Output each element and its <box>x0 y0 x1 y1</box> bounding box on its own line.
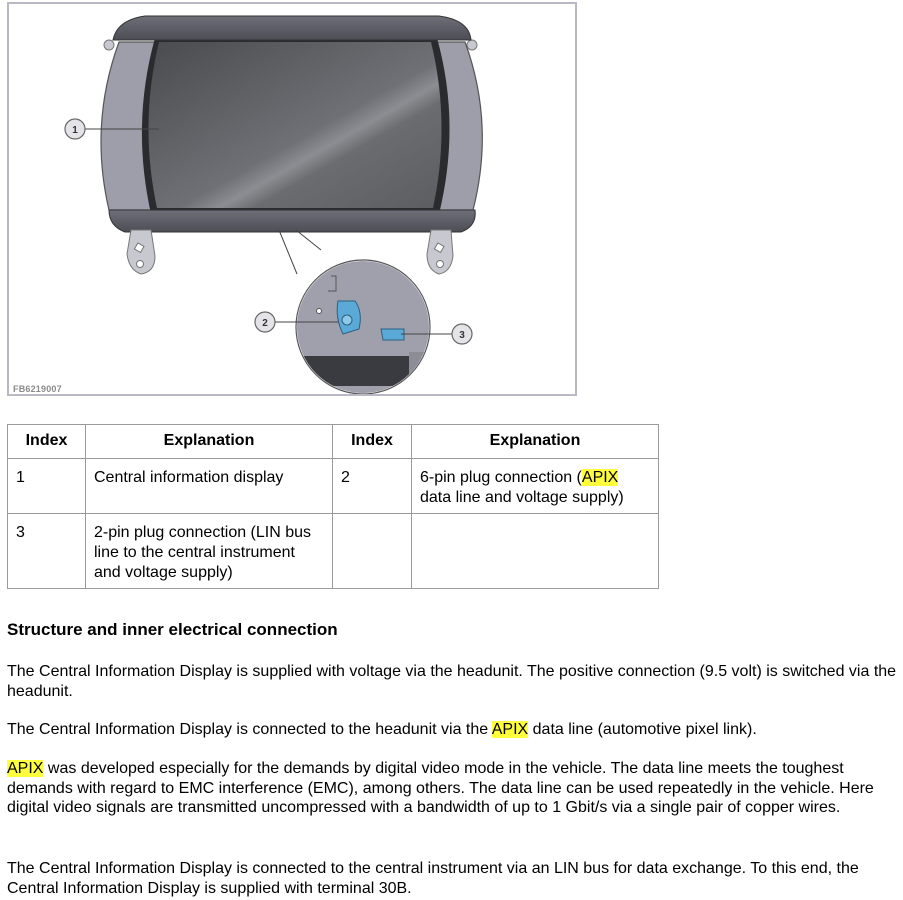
paragraph-voltage-supply: The Central Information Display is supplied with voltage via the headunit. The positive connection (9.5 volt) is switched via the headunit. <box>7 663 897 700</box>
section-heading: Structure and inner electrical connection <box>7 620 338 639</box>
svg-text:3: 3 <box>459 330 465 341</box>
table-row <box>8 514 659 589</box>
index-cell: 1 <box>8 459 86 514</box>
svg-text:2: 2 <box>262 318 268 329</box>
index-cell: 3 <box>8 514 86 589</box>
apix-highlight: APIX <box>581 469 619 486</box>
figure-code: FB6219007 <box>13 384 62 394</box>
index-cell <box>333 514 412 589</box>
column-header-explanation-b: Explanation <box>412 425 659 459</box>
column-header-index-a: Index <box>8 425 86 459</box>
callout-1-label: 1 <box>72 125 78 136</box>
text-span: was developed especially for the demands by digital video mode in the vehicle. The data line meets the toughest demands with regard to EMC interference (EMC), among others. The data line can be used repeatedly in the vehicle. Here digital video signals are transmitted uncompressed with a bandwidth of up to 1 Gbit/s via a single pair of copper wires. <box>7 760 874 816</box>
text-span: data line and voltage supply) <box>420 489 624 506</box>
cid-illustration <box>7 2 577 396</box>
central-display-drawing <box>9 4 577 396</box>
text-span: data line (automotive pixel link). <box>528 721 757 738</box>
text-span: 6-pin plug connection ( <box>420 469 582 486</box>
apix-highlight: APIX <box>491 721 529 738</box>
explanation-cell: Central information display <box>86 459 333 514</box>
table-header-row <box>8 425 659 459</box>
explanation-cell <box>412 514 659 589</box>
table-row <box>8 459 659 514</box>
explanation-cell: 2-pin plug connection (LIN bus line to the central instrument and voltage supply) <box>86 514 333 589</box>
column-header-index-b: Index <box>333 425 412 459</box>
text-span: The Central Information Display is connected to the headunit via the <box>7 721 492 738</box>
index-cell: 2 <box>333 459 412 514</box>
explanation-cell <box>412 459 659 514</box>
index-table <box>7 424 659 589</box>
paragraph-apix-description <box>7 759 897 818</box>
column-header-explanation-a: Explanation <box>86 425 333 459</box>
paragraph-apix-connection <box>7 720 897 740</box>
apix-highlight: APIX <box>7 760 44 777</box>
paragraph-lin-bus: The Central Information Display is connected to the central instrument via an LIN bus for data exchange. To this end, the Central Information Display is supplied with terminal 30B. <box>7 860 859 897</box>
